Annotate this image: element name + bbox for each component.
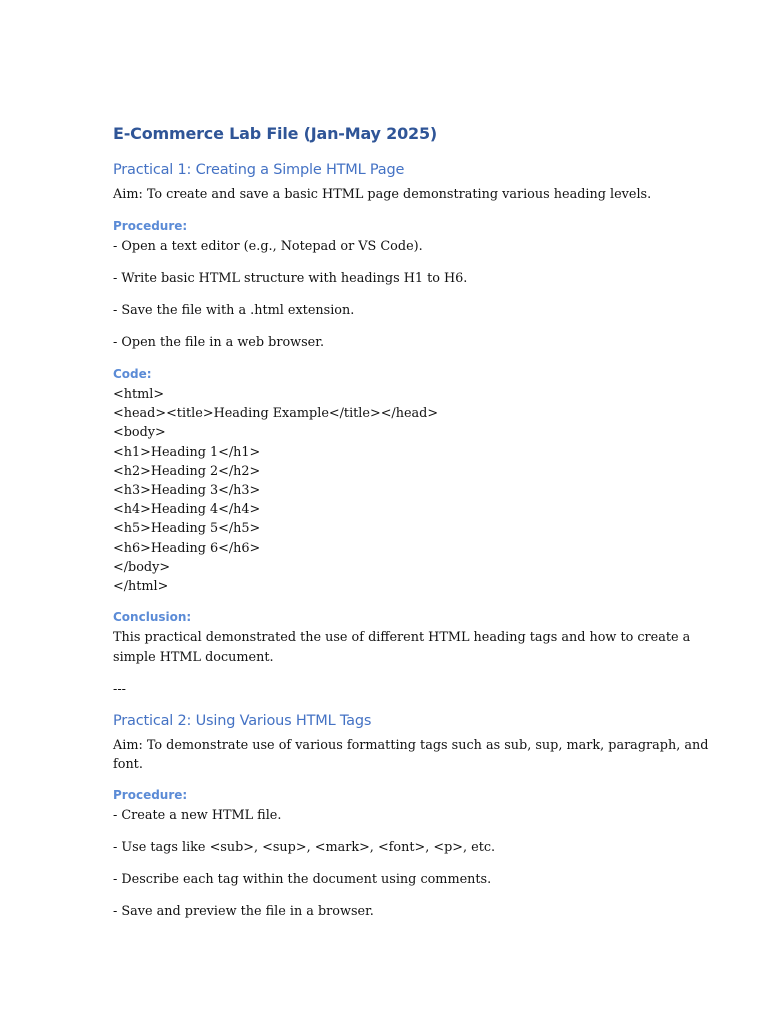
practical-2-procedure-label: Procedure: xyxy=(113,788,188,802)
practical-2-aim-line: Aim: To demonstrate use of various formatting tags such as sub, sup, mark, paragraph, and xyxy=(113,738,709,753)
practical-2-step: - Save and preview the file in a browser. xyxy=(113,904,374,919)
practical-1-aim: Aim: To create and save a basic HTML page demonstrating various heading levels. xyxy=(113,187,652,202)
practical-1-step: - Open a text editor (e.g., Notepad or VS Code). xyxy=(113,239,423,254)
practical-2-heading: Practical 2: Using Various HTML Tags xyxy=(113,713,372,729)
practical-2-aim-line: font. xyxy=(113,757,143,772)
practical-1-conclusion-label: Conclusion: xyxy=(113,610,192,624)
code-line: <h1>Heading 1</h1> xyxy=(113,444,261,460)
practical-1-step: - Save the file with a .html extension. xyxy=(113,303,355,318)
practical-1-code-label: Code: xyxy=(113,367,152,381)
code-line: <h4>Heading 4</h4> xyxy=(113,502,261,518)
code-line: <html> xyxy=(113,387,165,402)
practical-1-step: - Write basic HTML structure with headings H1 to H6. xyxy=(113,271,468,286)
practical-1-step: - Open the file in a web browser. xyxy=(113,335,325,350)
document-title: E-Commerce Lab File (Jan-May 2025) xyxy=(113,124,437,143)
section-separator: --- xyxy=(113,682,126,697)
practical-1-heading: Practical 1: Creating a Simple HTML Page xyxy=(113,162,405,178)
code-line: <h3>Heading 3</h3> xyxy=(113,483,261,499)
practical-2-step: - Use tags like <sub>, <sup>, <mark>, <font>, <p>, etc. xyxy=(113,840,496,855)
practical-1-conclusion-line: simple HTML document. xyxy=(113,650,274,665)
code-line: <h5>Heading 5</h5> xyxy=(113,521,261,537)
practical-1-code-block xyxy=(113,385,438,596)
practical-1-conclusion-line: This practical demonstrated the use of different HTML heading tags and how to create a xyxy=(113,630,691,645)
code-line: <head><title>Heading Example</title></head> xyxy=(113,406,439,422)
code-line: </html> xyxy=(113,579,169,595)
code-line: <h2>Heading 2</h2> xyxy=(113,463,261,479)
code-line: <body> xyxy=(113,425,166,441)
code-line: <h6>Heading 6</h6> xyxy=(113,540,261,556)
practical-1-procedure-label: Procedure: xyxy=(113,219,188,233)
practical-2-step: - Describe each tag within the document using comments. xyxy=(113,872,492,887)
practical-2-step: - Create a new HTML file. xyxy=(113,808,282,823)
code-line: </body> xyxy=(113,559,171,575)
